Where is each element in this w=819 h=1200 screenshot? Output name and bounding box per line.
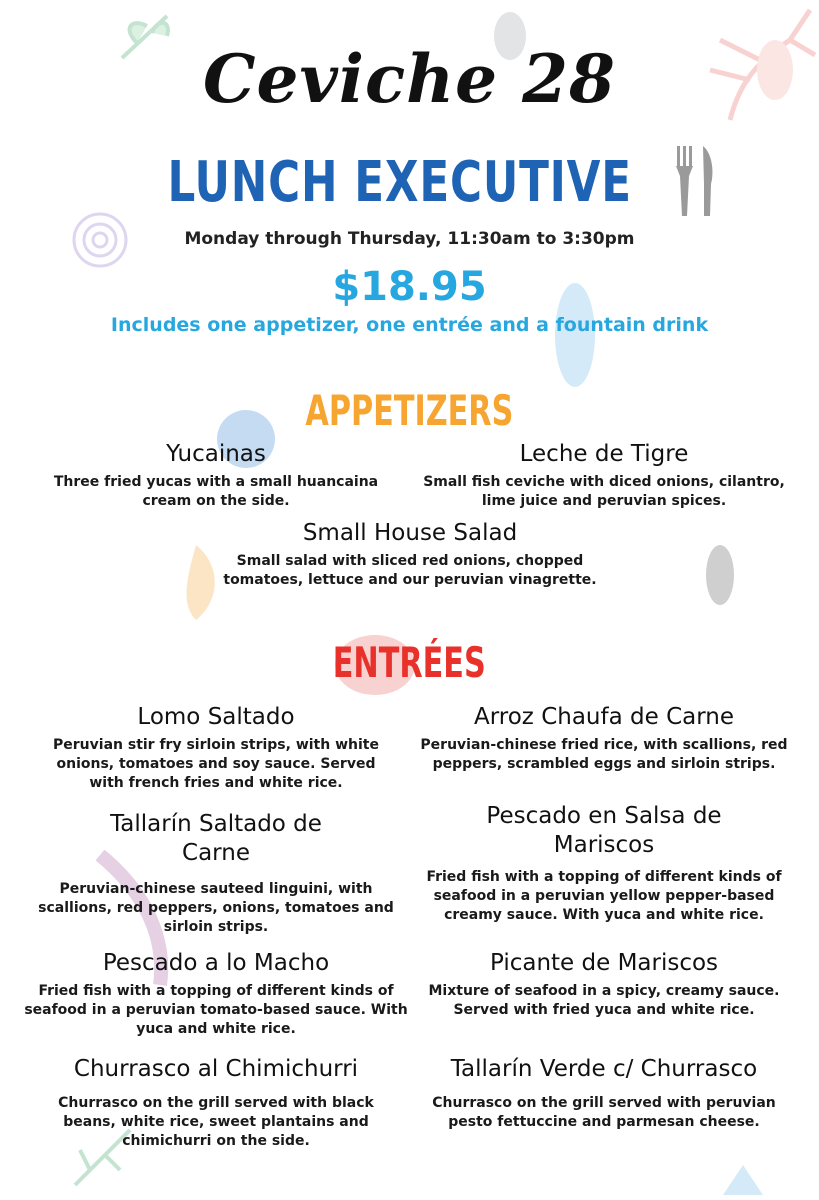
menu-item-small-house-salad: [210, 519, 610, 590]
menu-item-tallarin-saltado: [22, 810, 410, 937]
price: $18.95: [332, 264, 487, 310]
menu-item-name: Lomo Saltado: [137, 704, 295, 730]
menu-item-churrasco-chimichurri: [22, 1055, 410, 1151]
mussel-illustration-2: [700, 540, 740, 610]
menu-item-tallarin-verde: [410, 1055, 798, 1132]
menu-item-name: Yucainas: [166, 441, 266, 467]
menu-item-lomo-saltado: [22, 703, 410, 793]
menu-item-pescado-a-lo-macho: [22, 949, 410, 1039]
entrees-heading-text: ENTRÉES: [333, 638, 486, 687]
fork-knife-icon: [673, 146, 717, 218]
includes-text: Includes one appetizer, one entrée and a fountain drink: [110, 314, 709, 336]
page-title: LUNCH EXECUTIVE: [167, 149, 633, 215]
menu-item-description: Fried fish with a topping of different kinds of seafood in a peruvian yellow pepper-based creamy sauce. With yuca and white rice.: [426, 869, 782, 923]
menu-item-name: Pescado en Salsa de Mariscos: [486, 803, 722, 858]
fish-tail-illustration: [718, 1160, 768, 1200]
menu-item-description: Small salad with sliced red onions, chopped tomatoes, lettuce and our peruvian vinagrette.: [223, 553, 597, 588]
menu-item-description: Three fried yucas with a small huancaina cream on the side.: [53, 474, 379, 509]
menu-item-name: Churrasco al Chimichurri: [73, 1056, 359, 1082]
menu-item-name: Arroz Chaufa de Carne: [474, 704, 734, 730]
menu-item-description: Peruvian-chinese sauteed linguini, with scallions, red peppers, onions, tomatoes and sirloin strips.: [38, 881, 394, 935]
menu-item-leche-de-tigre: [410, 440, 798, 511]
entrees-heading: [0, 638, 819, 687]
menu-item-picante-de-mariscos: [410, 949, 798, 1020]
menu-item-name: Pescado a lo Macho: [102, 950, 330, 976]
menu-item-description: Churrasco on the grill served with peruvian pesto fettuccine and parmesan cheese.: [432, 1095, 776, 1130]
menu-item-arroz-chaufa: [410, 703, 798, 774]
menu-item-name: Tallarín Verde c/ Churrasco: [450, 1056, 758, 1082]
menu-item-name: Tallarín Saltado de Carne: [110, 811, 322, 866]
menu-item-pescado-salsa-mariscos: [410, 802, 798, 925]
lime-icon: [0, 40, 1, 41]
menu-item-description: Churrasco on the grill served with black beans, white rice, sweet plantains and chimichurri on the side.: [58, 1095, 374, 1149]
menu-item-description: Mixture of seafood in a spicy, creamy sauce. Served with fried yuca and white rice.: [428, 983, 780, 1018]
menu-item-name: Picante de Mariscos: [489, 950, 719, 976]
menu-item-name: Small House Salad: [302, 520, 518, 546]
appetizers-heading-text: APPETIZERS: [305, 386, 514, 435]
schedule-text: Monday through Thursday, 11:30am to 3:30pm: [184, 229, 635, 249]
menu-item-description: Fried fish with a topping of different kinds of seafood in a peruvian tomato-based sauce. With yuca and white rice.: [24, 983, 408, 1037]
brand-logo: [0, 40, 819, 118]
menu-item-description: Small fish ceviche with diced onions, cilantro, lime juice and peruvian spices.: [423, 474, 785, 509]
menu-item-yucainas: [22, 440, 410, 511]
appetizers-heading: [0, 386, 819, 435]
title-row: [0, 146, 819, 218]
menu-item-name: Leche de Tigre: [519, 441, 689, 467]
menu-item-description: Peruvian stir fry sirloin strips, with white onions, tomatoes and soy sauce. Served with french fries and white rice.: [53, 737, 379, 791]
menu-item-description: Peruvian-chinese fried rice, with scallions, red peppers, scrambled eggs and sirloin strips.: [420, 737, 788, 772]
logo-text: Ceviche 28: [203, 40, 616, 118]
